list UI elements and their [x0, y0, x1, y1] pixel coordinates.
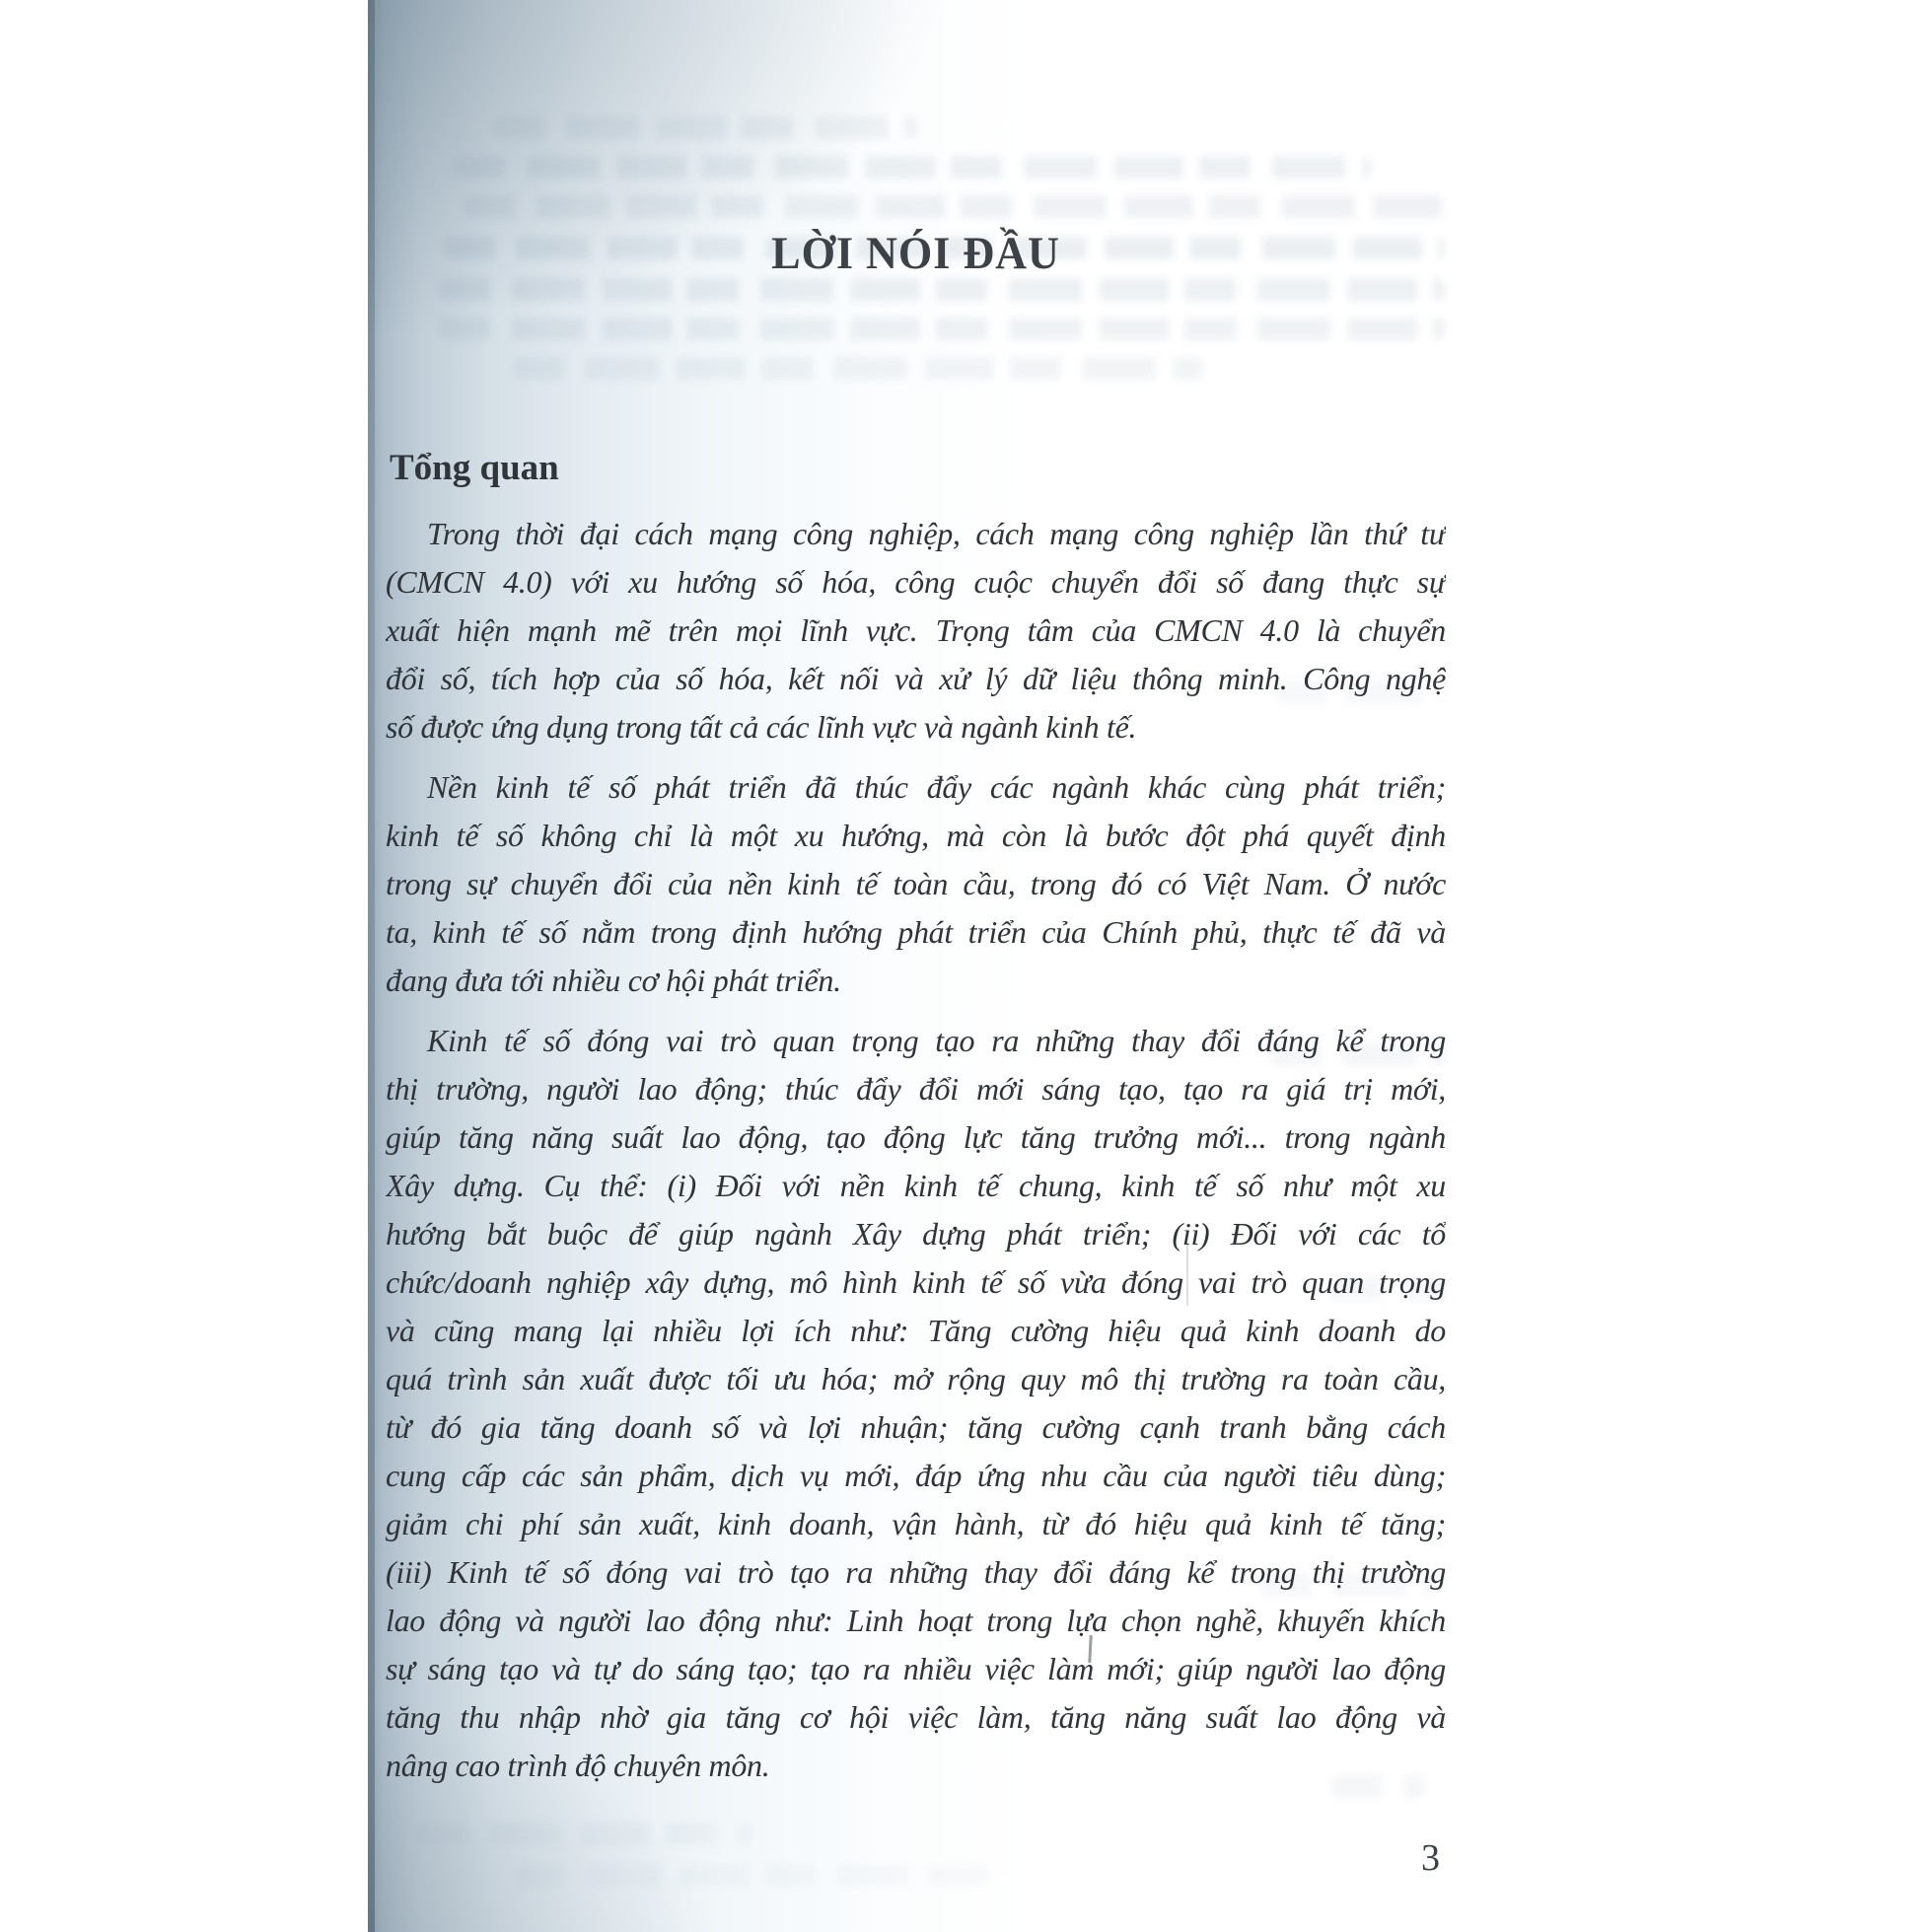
- text-line: giúp tăng năng suất lao động, tạo động lực tăng trưởng mới... trong ngành: [386, 1119, 1446, 1155]
- text-line: đang đưa tới nhiều cơ hội phát triển.: [386, 963, 841, 998]
- text-line: từ đó gia tăng doanh số và lợi nhuận; tăng cường cạnh tranh bằng cách: [386, 1409, 1446, 1445]
- page-number: 3: [1421, 1837, 1440, 1879]
- text-line: cung cấp các sản phẩm, dịch vụ mới, đáp ứng nhu cầu của người tiêu dùng;: [386, 1458, 1446, 1493]
- text-line: chức/doanh nghiệp xây dựng, mô hình kinh tế số vừa đóng vai trò quan trọng: [386, 1264, 1446, 1300]
- text-line: xuất hiện mạnh mẽ trên mọi lĩnh vực. Trọng tâm của CMCN 4.0 là chuyển: [386, 612, 1446, 648]
- text-line: thị trường, người lao động; thúc đẩy đổi mới sáng tạo, tạo ra giá trị mới,: [386, 1071, 1446, 1107]
- text-line: sự sáng tạo và tự do sáng tạo; tạo ra nhiều việc làm mới; giúp người lao động: [386, 1651, 1446, 1686]
- paragraph: [386, 510, 1446, 751]
- text-line: giảm chi phí sản xuất, kinh doanh, vận hành, từ đó hiệu quả kinh tế tăng;: [386, 1506, 1446, 1541]
- text-line: nâng cao trình độ chuyên môn.: [386, 1748, 770, 1783]
- text-line: tăng thu nhập nhờ gia tăng cơ hội việc làm, tăng năng suất lao động và: [386, 1699, 1446, 1735]
- text-line: trong sự chuyển đổi của nền kinh tế toàn cầu, trong đó có Việt Nam. Ở nước: [386, 866, 1446, 901]
- text-line: Xây dựng. Cụ thể: (i) Đối với nền kinh tế chung, kinh tế số như một xu: [386, 1168, 1446, 1203]
- bleedthrough-ghost-text: [417, 1823, 752, 1845]
- page-surface: [368, 0, 1696, 1932]
- bleedthrough-ghost-text: [464, 195, 1445, 218]
- bleedthrough-ghost-text: [516, 1864, 989, 1887]
- section-heading: Tổng quan: [390, 448, 559, 488]
- paragraph: [386, 1017, 1446, 1790]
- bleedthrough-ghost-text: [439, 318, 1445, 340]
- text-line: (CMCN 4.0) với xu hướng số hóa, công cuộc chuyển đổi số đang thực sự: [386, 564, 1446, 600]
- body-text: [386, 510, 1446, 1802]
- text-line: hướng bắt buộc để giúp ngành Xây dựng phát triển; (ii) Đối với các tổ: [386, 1216, 1446, 1252]
- paragraph: [386, 763, 1446, 1005]
- bleedthrough-ghost-text: [439, 278, 1445, 301]
- text-line: kinh tế số không chỉ là một xu hướng, mà còn là bước đột phá quyết định: [386, 818, 1446, 853]
- bleedthrough-ghost-text: [454, 156, 1371, 179]
- text-line: Trong thời đại cách mạng công nghiệp, cách mạng công nghiệp lần thứ tư: [427, 516, 1446, 551]
- text-line: đổi số, tích hợp của số hóa, kết nối và xử lý dữ liệu thông minh. Công nghệ: [386, 661, 1446, 696]
- bleedthrough-ghost-text: [513, 357, 1203, 380]
- text-line: ta, kinh tế số nằm trong định hướng phát triển của Chính phủ, thực tế đã và: [386, 914, 1446, 950]
- text-line: Nền kinh tế số phát triển đã thúc đẩy các ngành khác cùng phát triển;: [427, 769, 1446, 805]
- text-line: (iii) Kinh tế số đóng vai trò tạo ra những thay đổi đáng kể trong thị trường: [386, 1554, 1446, 1590]
- text-line: quá trình sản xuất được tối ưu hóa; mở rộng quy mô thị trường ra toàn cầu,: [386, 1361, 1446, 1396]
- bleedthrough-ghost-text: [493, 116, 917, 139]
- page-title: LỜI NÓI ĐẦU: [771, 228, 1060, 279]
- text-line: và cũng mang lại nhiều lợi ích như: Tăng cường hiệu quả kinh doanh do: [386, 1313, 1446, 1348]
- text-line: lao động và người lao động như: Linh hoạt trong lựa chọn nghề, khuyến khích: [386, 1603, 1446, 1638]
- text-line: số được ứng dụng trong tất cả các lĩnh vực và ngành kinh tế.: [386, 709, 1137, 745]
- text-line: Kinh tế số đóng vai trò quan trọng tạo ra những thay đổi đáng kể trong: [427, 1023, 1446, 1058]
